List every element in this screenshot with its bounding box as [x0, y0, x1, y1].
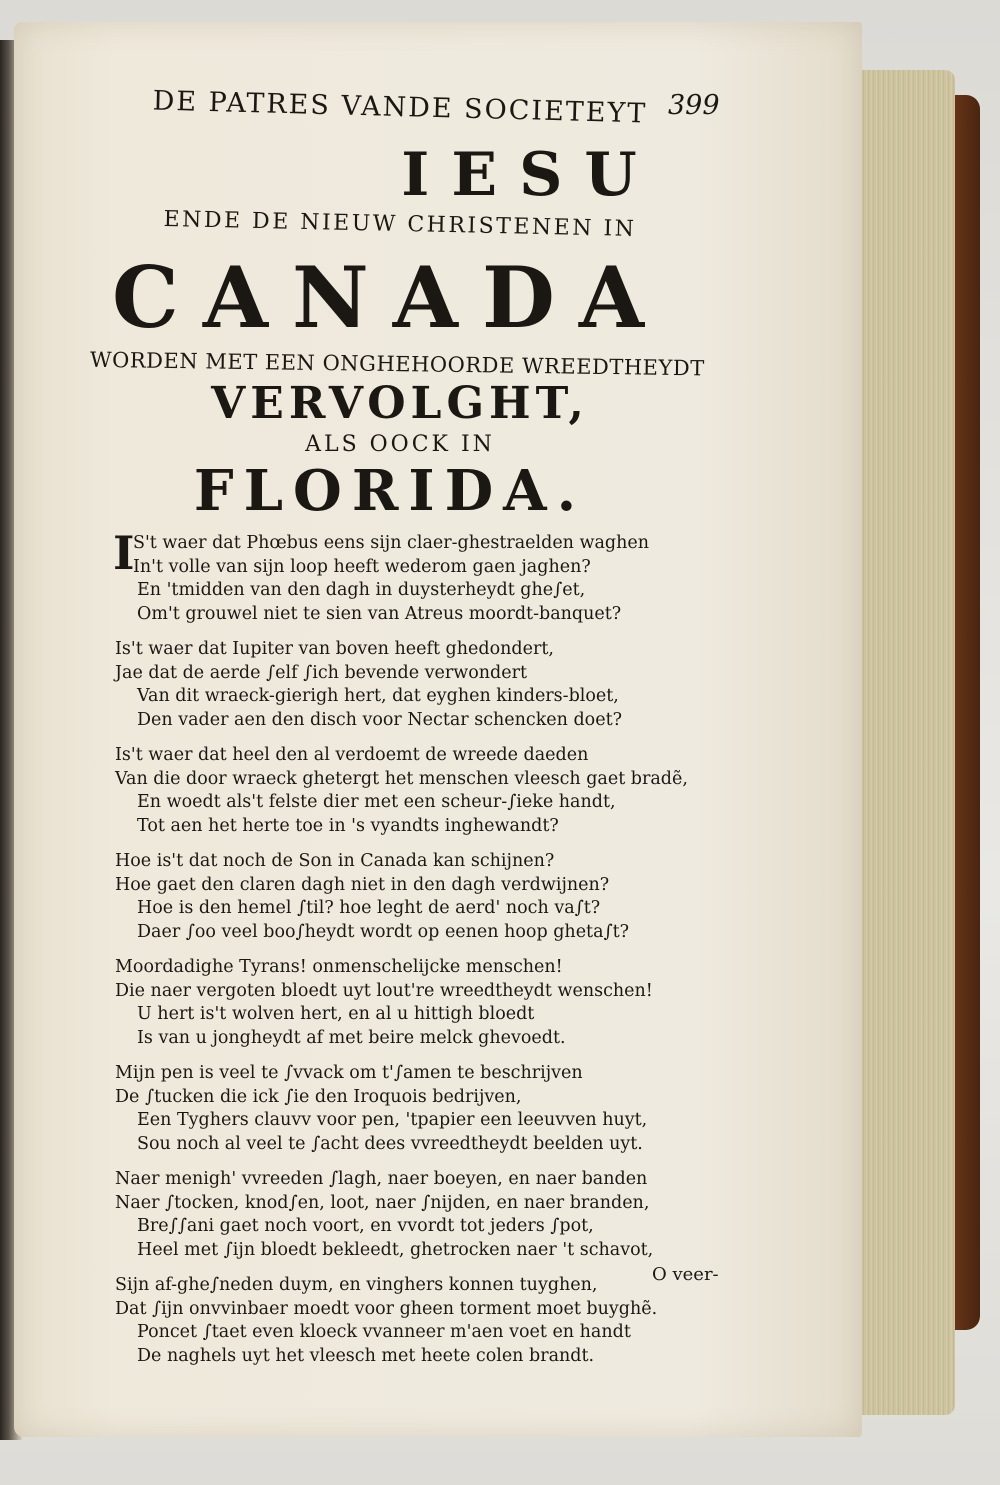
poem-line: Van die door wraeck ghetergt het menschen vleesch gaet bradẽ, [115, 768, 688, 789]
poem-line: Hoe gaet den claren dagh niet in den dagh verdwijnen? [115, 874, 610, 895]
poem-line: Tot aen het herte toe in 's vyandts inghewandt? [137, 815, 559, 836]
poem-line: Van dit wraeck-gierigh hert, dat eyghen kinders-bloet, [137, 686, 619, 706]
poem-line: Mijn pen is veel te ∫vvack om t'∫amen te beschrijven [115, 1063, 583, 1083]
poem-line: Hoe is't dat noch de Son in Canada kan schijnen? [115, 851, 555, 871]
poem-line: Heel met ∫ijn bloedt bekleedt, ghetrocken naer 't schavot, [137, 1239, 654, 1260]
poem-line: Daer ∫oo veel boo∫heydt wordt op eenen hoop gheta∫t? [137, 921, 630, 942]
poem-line: Naer ∫tocken, knod∫en, loot, naer ∫nijden, en naer branden, [115, 1192, 650, 1213]
stanza [115, 1062, 675, 1156]
poem-line: Om't grouwel niet te sien van Atreus moordt-banquet? [137, 603, 622, 624]
catchword: O veer- [652, 1264, 719, 1285]
poem-line: Bre∫∫ani gaet noch voort, en vvordt tot jeders ∫pot, [137, 1216, 594, 1236]
poem-line: Die naer vergoten bloedt uyt lout're wreedtheydt wenschen! [115, 980, 653, 1001]
poem-line: Den vader aen den disch voor Nectar schencken doet? [137, 709, 622, 730]
poem-line: Is't waer dat heel den al verdoemt de wreede daeden [115, 745, 589, 765]
title-line-1: DE PATRES VANDE SOCIETEYT [152, 85, 648, 130]
stanza [115, 638, 675, 732]
title-iesu: IESU [401, 140, 659, 210]
stanza [115, 1274, 675, 1368]
stanza [115, 956, 675, 1050]
poem-line: Moordadighe Tyrans! onmenschelijcke menschen! [115, 957, 563, 977]
poem-line: Hoe is den hemel ∫til? hoe leght de aerd' noch va∫t? [137, 898, 601, 918]
title-line-7: ALS OOCK IN [305, 432, 495, 457]
poem-line: Naer menigh' vvreeden ∫lagh, naer boeyen, en naer banden [115, 1169, 648, 1189]
poem-line: U hert is't wolven hert, en al u hittigh bloedt [137, 1004, 535, 1024]
poem-line: Poncet ∫taet even kloeck vvanneer m'aen voet en handt [137, 1322, 631, 1342]
poem-line: Is van u jongheydt af met beire melck ghevoedt. [137, 1027, 566, 1048]
poem-line: Jae dat de aerde ∫elf ∫ich bevende verwondert [115, 662, 528, 683]
page-number: 399 [668, 90, 720, 121]
title-florida: FLORIDA. [193, 458, 587, 524]
poem-line: Sou noch al veel te ∫acht dees vvreedtheydt beelden uyt. [137, 1133, 643, 1154]
poem-line: De naghels uyt het vleesch met heete colen brandt. [137, 1345, 595, 1366]
poem-line: De ∫tucken die ick ∫ie den Iroquois bedrijven, [115, 1086, 522, 1107]
stanza [115, 1168, 675, 1262]
poem-line: In't volle van sijn loop heeft wederom gaen jaghen? [133, 556, 591, 577]
poem-line: Sijn af-ghe∫neden duym, en vinghers konnen tuyghen, [115, 1275, 598, 1295]
title-line-3: ENDE DE NIEUW CHRISTENEN IN [163, 207, 637, 242]
stanza [113, 526, 675, 626]
poem-line: Een Tyghers clauvv voor pen, 'tpapier een leeuvven huyt, [137, 1110, 648, 1130]
poem-line: En woedt als't felste dier met een scheur-∫ieke handt, [137, 792, 616, 812]
stanza [115, 744, 688, 838]
poem-line: Dat ∫ijn onvvinbaer moedt voor gheen torment moet buyghẽ. [115, 1298, 658, 1319]
stanza [115, 850, 675, 944]
poem-line: En 'tmidden van den dagh in duysterheydt ghe∫et, [137, 580, 586, 600]
title-vervolght: VERVOLGHT, [211, 378, 589, 429]
poem-line: Is't waer dat Iupiter van boven heeft ghedondert, [115, 639, 554, 659]
title-line-5: WORDEN MET EEN ONGHEHOORDE WREEDTHEYDT [89, 347, 705, 381]
title-canada: CANADA [111, 248, 668, 347]
drop-cap: I [113, 526, 135, 580]
poem-line: S't waer dat Phœbus eens sijn claer-ghestraelden waghen [133, 533, 650, 553]
